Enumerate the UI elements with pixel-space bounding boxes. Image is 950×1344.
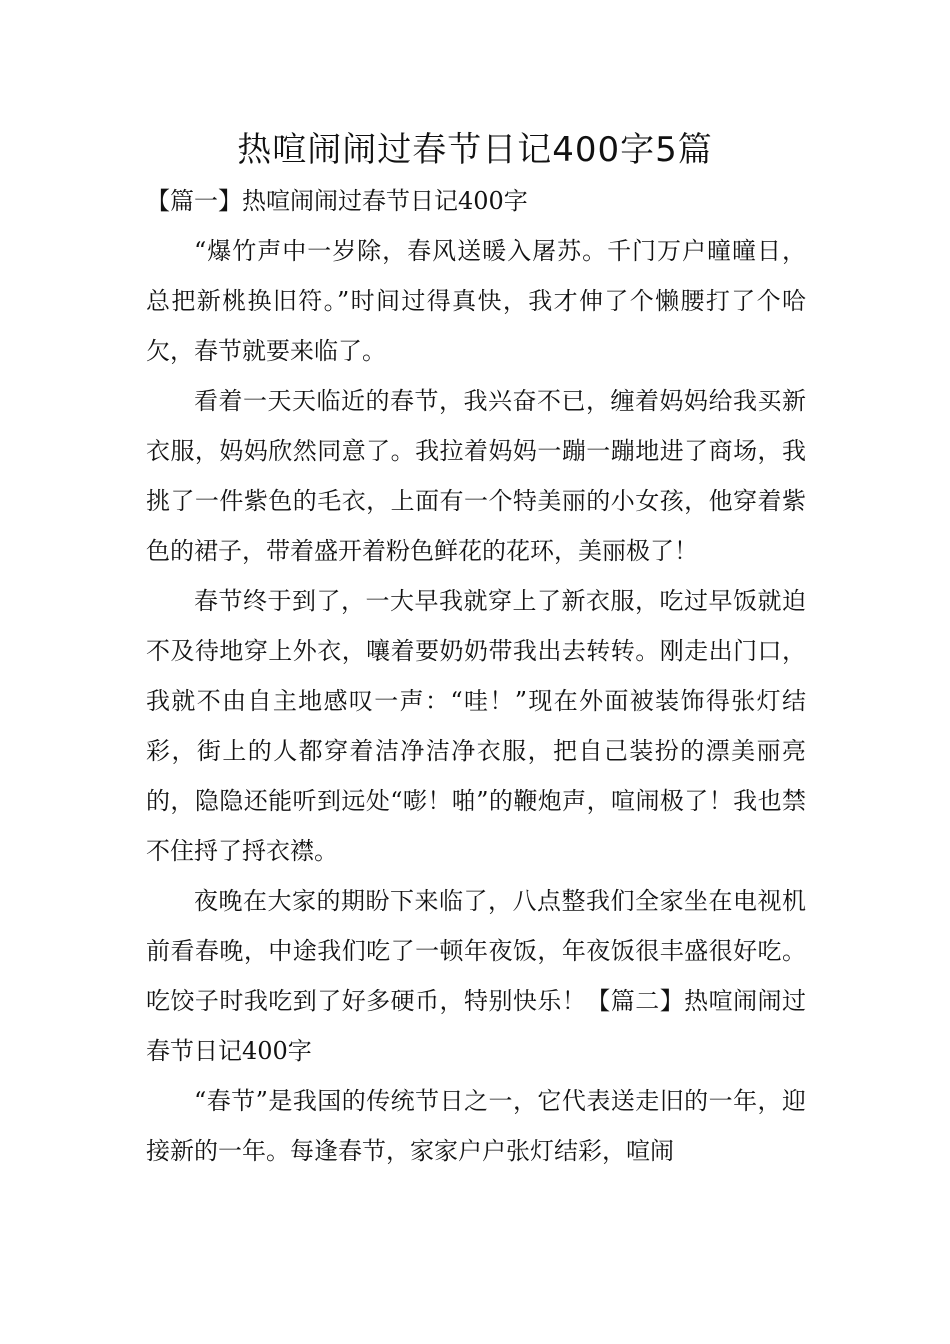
paragraph-5: “春节”是我国的传统节日之一，它代表送走旧的一年，迎接新的一年。每逢春节，家家户户张灯结彩，喧闹 (146, 1087, 806, 1165)
paragraph-1: “爆竹声中一岁除，春风送暖入屠苏。千门万户曈曈日，总把新桃换旧符。”时间过得真快，我才伸了个懒腰打了个哈欠，春节就要来临了。 (146, 237, 806, 365)
paragraph-4: 夜晚在大家的期盼下来临了，八点整我们全家坐在电视机前看春晚，中途我们吃了一顿年夜饭，年夜饭很丰盛很好吃。吃饺子时我吃到了好多硬币，特别快乐！【篇二】热喧闹闹过春节日记400字 (146, 887, 806, 1065)
document-title: 热喧闹闹过春节日记400字5篇 (237, 130, 713, 170)
paragraph-2: 看着一天天临近的春节，我兴奋不已，缠着妈妈给我买新衣服，妈妈欣然同意了。我拉着妈妈一蹦一蹦地进了商场，我挑了一件紫色的毛衣，上面有一个特美丽的小女孩，他穿着紫色的裙子，带着盛开着粉色鲜花的花环，美丽极了！ (146, 387, 806, 565)
document-body (146, 176, 806, 1176)
section-heading: 【篇一】热喧闹闹过春节日记400字 (146, 187, 528, 215)
paragraph-3: 春节终于到了，一大早我就穿上了新衣服，吃过早饭就迫不及待地穿上外衣，嚷着要奶奶带我出去转转。刚走出门口，我就不由自主地感叹一声：“哇！”现在外面被装饰得张灯结彩，街上的人都穿着洁净洁净衣服，把自己装扮的漂美丽亮的，隐隐还能听到远处“嘭！啪”的鞭炮声，喧闹极了！我也禁不住捋了捋衣襟。 (146, 587, 806, 865)
